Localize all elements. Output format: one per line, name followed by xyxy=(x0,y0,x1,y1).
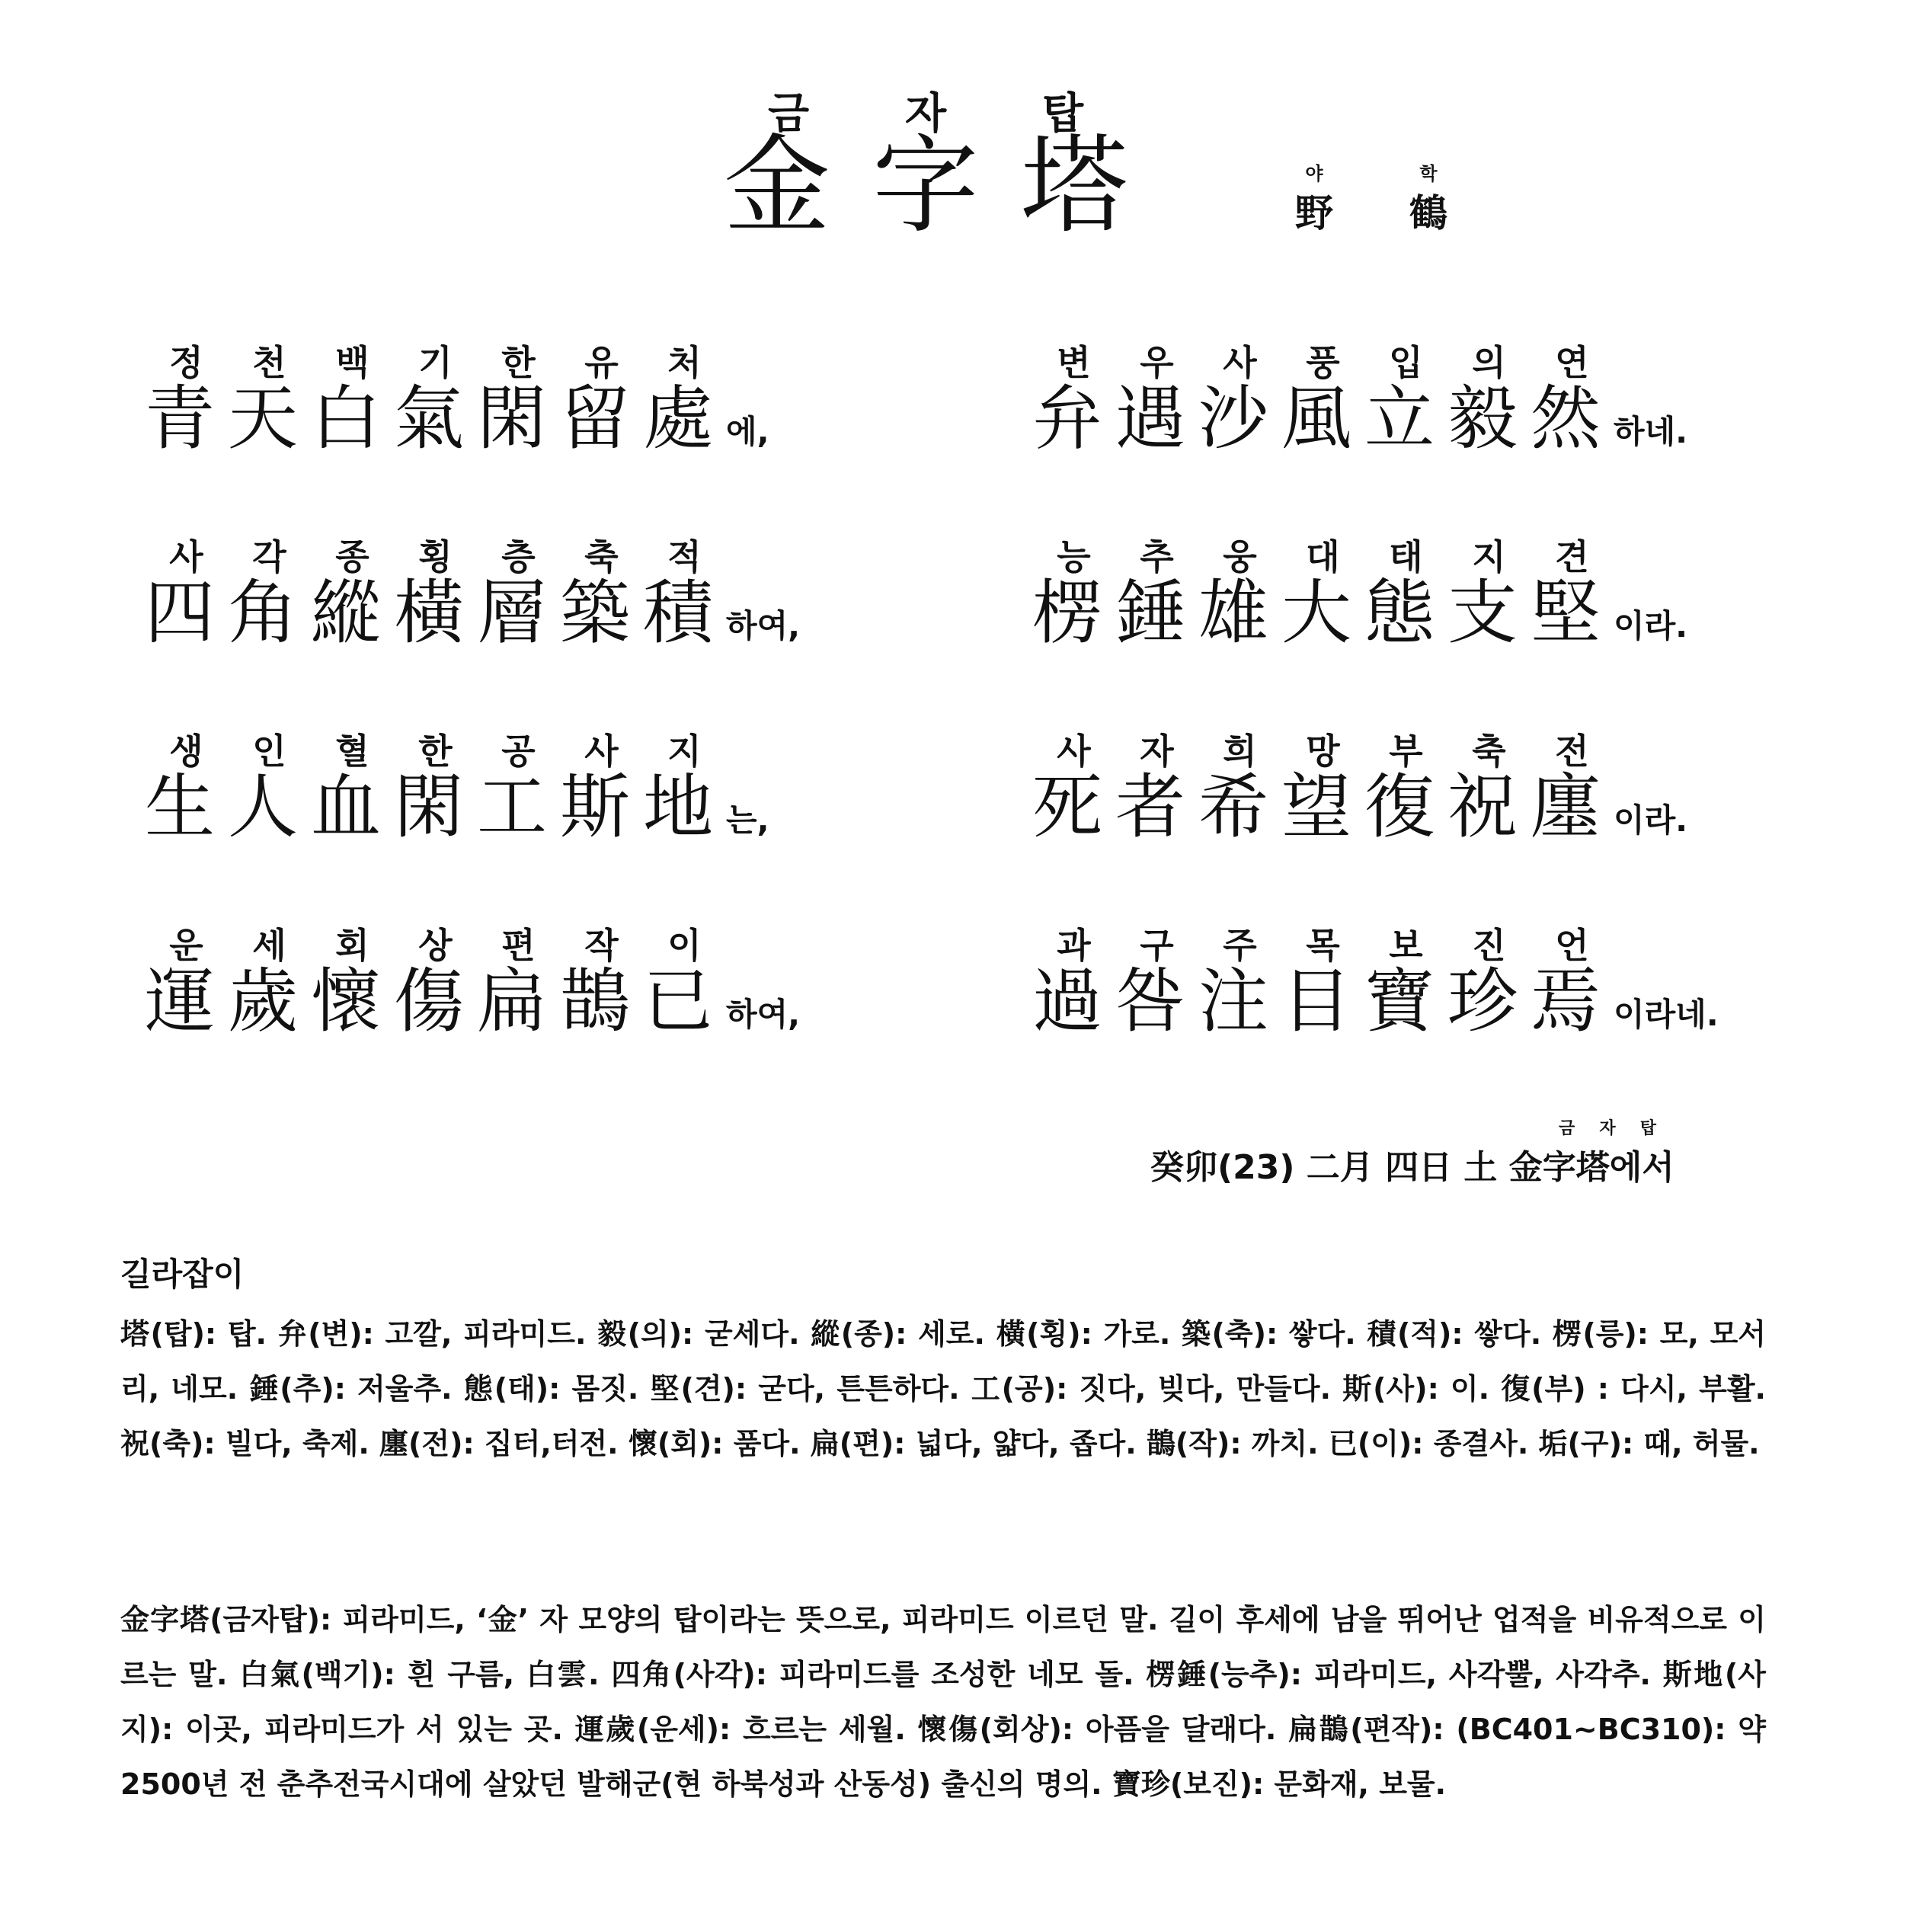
ruby-char: 층 xyxy=(501,536,536,577)
poem-line-text xyxy=(1032,378,1688,459)
poem-line-hanja: 死者希望復祝廛 xyxy=(1032,766,1614,848)
ruby-char: 세 xyxy=(252,925,286,966)
poem-line-hanja: 過咎注目寶珍焉 xyxy=(1032,961,1614,1042)
ruby-char: 보 xyxy=(1389,925,1423,966)
ruby-char: 축 xyxy=(1472,731,1506,772)
ruby-char: 과 xyxy=(1057,925,1091,966)
poem-line-text xyxy=(145,766,769,848)
poem-line-hanja: 弁遇沙風立毅然 xyxy=(1032,378,1614,459)
ruby-char: 이 xyxy=(667,925,702,966)
glossary-paragraph: 金字塔(금자탑): 피라미드, ‘金’ 자 모양의 탑이라는 뜻으로, 피라미드 이르던 말. 길이 후세에 남을 뛰어난 업적을 비유적으로 이르는 말. 白氣(백기): 흰 구름, 白雲. 四角(사각): 피라미드를 조성한 네모 돌. 楞錘(능추): 피라미드, 사각뿔, 사각추. 斯地(사지): 이곳, 피라미드가 서 있는 곳. 運歲(운세): 흐르는 세월. 懷傷(회상): 아픔을 달래다. 扁鵲(편작): (BC401~BC310): 약2500년 전 춘추전국시대에 살았던 발해군(현 하북성과 산동성) 출신의 명의. 寶珍(보진): 문화재, 보물. xyxy=(120,1603,1766,1801)
poem-line xyxy=(145,724,769,848)
ruby-char: 사 xyxy=(169,536,203,577)
ruby-char: 의 xyxy=(1472,342,1506,383)
date-place-text: 癸卯(23) 二月 四日 土 金字塔에서 xyxy=(1150,1148,1675,1187)
ruby-char: 사 xyxy=(584,731,619,772)
author-char: 野 xyxy=(1295,190,1333,235)
ruby-char: 언 xyxy=(1555,925,1589,966)
ruby-char: 축 xyxy=(584,536,619,577)
title-ruby-char: 자 xyxy=(904,89,947,139)
page-title xyxy=(709,124,1143,248)
ruby-char: 편 xyxy=(501,925,536,966)
poem-line-text xyxy=(145,961,801,1042)
poem-line xyxy=(1032,529,1688,654)
poem-line-ending: 는, xyxy=(726,801,769,839)
place-ruby-char: 금 xyxy=(1559,1119,1575,1138)
poem-line-ruby xyxy=(1032,335,1687,383)
ruby-char: 작 xyxy=(584,925,619,966)
ruby-char: 종 xyxy=(335,536,369,577)
poem-line-ruby xyxy=(145,335,769,383)
ruby-char: 변 xyxy=(1057,342,1091,383)
ruby-char: 천 xyxy=(252,342,286,383)
ruby-char: 백 xyxy=(335,342,369,383)
ruby-char: 지 xyxy=(1472,536,1506,577)
place-ruby-char: 탑 xyxy=(1639,1119,1656,1138)
ruby-char: 혈 xyxy=(335,731,369,772)
ruby-char: 처 xyxy=(667,342,702,383)
ruby-char: 입 xyxy=(1389,342,1423,383)
poem-line xyxy=(145,918,801,1042)
ruby-char: 회 xyxy=(335,925,369,966)
ruby-char: 풍 xyxy=(1306,342,1340,383)
poem-line-ending: 이라. xyxy=(1614,801,1688,839)
ruby-char: 상 xyxy=(418,925,453,966)
poem-line xyxy=(1032,335,1688,459)
place-ruby-char: 자 xyxy=(1599,1119,1616,1138)
ruby-char: 사 xyxy=(1057,731,1091,772)
poem-line-hanja: 生人血閑工斯地 xyxy=(145,766,727,848)
poem-line-hanja: 四角縱橫層築積 xyxy=(145,572,727,654)
poem-line xyxy=(1032,724,1688,848)
poem-line-ruby xyxy=(145,724,769,772)
poem-line-text xyxy=(145,572,801,654)
poem-line-ruby xyxy=(1032,918,1719,966)
ruby-char: 자 xyxy=(1140,731,1174,772)
poem-line-ending: 이라. xyxy=(1614,607,1688,645)
author-ruby-char: 학 xyxy=(1419,163,1438,184)
poem-line-ending: 에, xyxy=(726,413,769,450)
ruby-char: 인 xyxy=(252,731,286,772)
title-char: 金 xyxy=(723,124,830,248)
ruby-char: 태 xyxy=(1389,536,1423,577)
ruby-char: 추 xyxy=(1140,536,1174,577)
ruby-char: 견 xyxy=(1555,536,1589,577)
ruby-char: 유 xyxy=(584,342,619,383)
ruby-char: 생 xyxy=(169,731,203,772)
ruby-char: 한 xyxy=(501,342,536,383)
ruby-char: 목 xyxy=(1306,925,1340,966)
author-name xyxy=(1287,183,1455,238)
ruby-char: 기 xyxy=(418,342,453,383)
poem-line-ruby xyxy=(145,529,800,577)
poem-line-text xyxy=(1032,572,1688,654)
ruby-char: 전 xyxy=(1555,731,1589,772)
ruby-char: 대 xyxy=(1306,536,1340,577)
dateline xyxy=(1150,1112,1767,1188)
author-ruby xyxy=(1291,158,1451,185)
ruby-char: 공 xyxy=(501,731,536,772)
ruby-char: 망 xyxy=(1306,731,1340,772)
poem-line-ending: 하여, xyxy=(726,607,801,645)
ruby-char: 능 xyxy=(1057,536,1091,577)
poem-line-text xyxy=(145,378,769,459)
poem-line-ruby xyxy=(1032,724,1687,772)
poem-line-ending: 이라네. xyxy=(1614,996,1719,1033)
poem-line-ending: 하여, xyxy=(726,996,801,1033)
title-char: 塔 xyxy=(1020,124,1128,248)
poem-line xyxy=(1032,918,1719,1042)
ruby-char: 정 xyxy=(169,342,203,383)
ruby-char: 횡 xyxy=(418,536,453,577)
title-ruby-char: 금 xyxy=(767,89,810,139)
glossary-paragraph: 塔(탑): 탑. 弁(변): 고깔, 피라미드. 毅(의): 굳세다. 縱(종): 세로. 橫(횡): 가로. 築(축): 쌓다. 積(적): 쌓다. 楞(릉): 모, 모서리, 네모. 錘(추): 저울추. 態(태): 몸짓. 堅(견): 굳다, 튼튼하다. 工(공): 짓다, 빚다, 만들다. 斯(사): 이. 復(부) : 다시, 부활. 祝(축): 빌다, 축제. 廛(전): 집터,터전. 懷(회): 품다. 扁(편): 넓다, 얇다, 좁다. 鵲(작): 까치. 已(이): 종결사. 垢(구): 때, 허물. xyxy=(120,1317,1766,1460)
ruby-char: 희 xyxy=(1223,731,1257,772)
ruby-char: 연 xyxy=(1555,342,1589,383)
ruby-char: 웅 xyxy=(1223,536,1257,577)
ruby-char: 진 xyxy=(1472,925,1506,966)
poem-line-hanja: 楞錘雄大態支堅 xyxy=(1032,572,1614,654)
ruby-char: 구 xyxy=(1140,925,1174,966)
ruby-char: 부 xyxy=(1389,731,1423,772)
ruby-char: 한 xyxy=(418,731,453,772)
title-ruby-char: 탑 xyxy=(1041,89,1084,139)
poem-line-hanja: 青天白氣閑留處 xyxy=(145,378,727,459)
author-ruby-char: 야 xyxy=(1305,163,1323,184)
place-ruby xyxy=(1547,1115,1668,1139)
ruby-char: 적 xyxy=(667,536,702,577)
ruby-char: 우 xyxy=(1140,342,1174,383)
ruby-char: 사 xyxy=(1223,342,1257,383)
poem-line-ending: 하네. xyxy=(1614,413,1688,450)
poem-line xyxy=(145,335,769,459)
author-char: 鶴 xyxy=(1409,190,1447,235)
ruby-char: 운 xyxy=(169,925,203,966)
poem-line-hanja: 運歲懷傷扁鵲已 xyxy=(145,961,727,1042)
poem-line-ruby xyxy=(145,918,800,966)
poem-line-text xyxy=(1032,766,1688,848)
glossary-heading: 길라잡이 xyxy=(120,1255,245,1293)
ruby-char: 주 xyxy=(1223,925,1257,966)
ruby-char: 각 xyxy=(252,536,286,577)
poem-line xyxy=(145,529,801,654)
poem-line-ruby xyxy=(1032,529,1687,577)
poem-line-text xyxy=(1032,961,1719,1042)
title-char: 字 xyxy=(872,124,979,248)
ruby-char: 지 xyxy=(667,731,702,772)
